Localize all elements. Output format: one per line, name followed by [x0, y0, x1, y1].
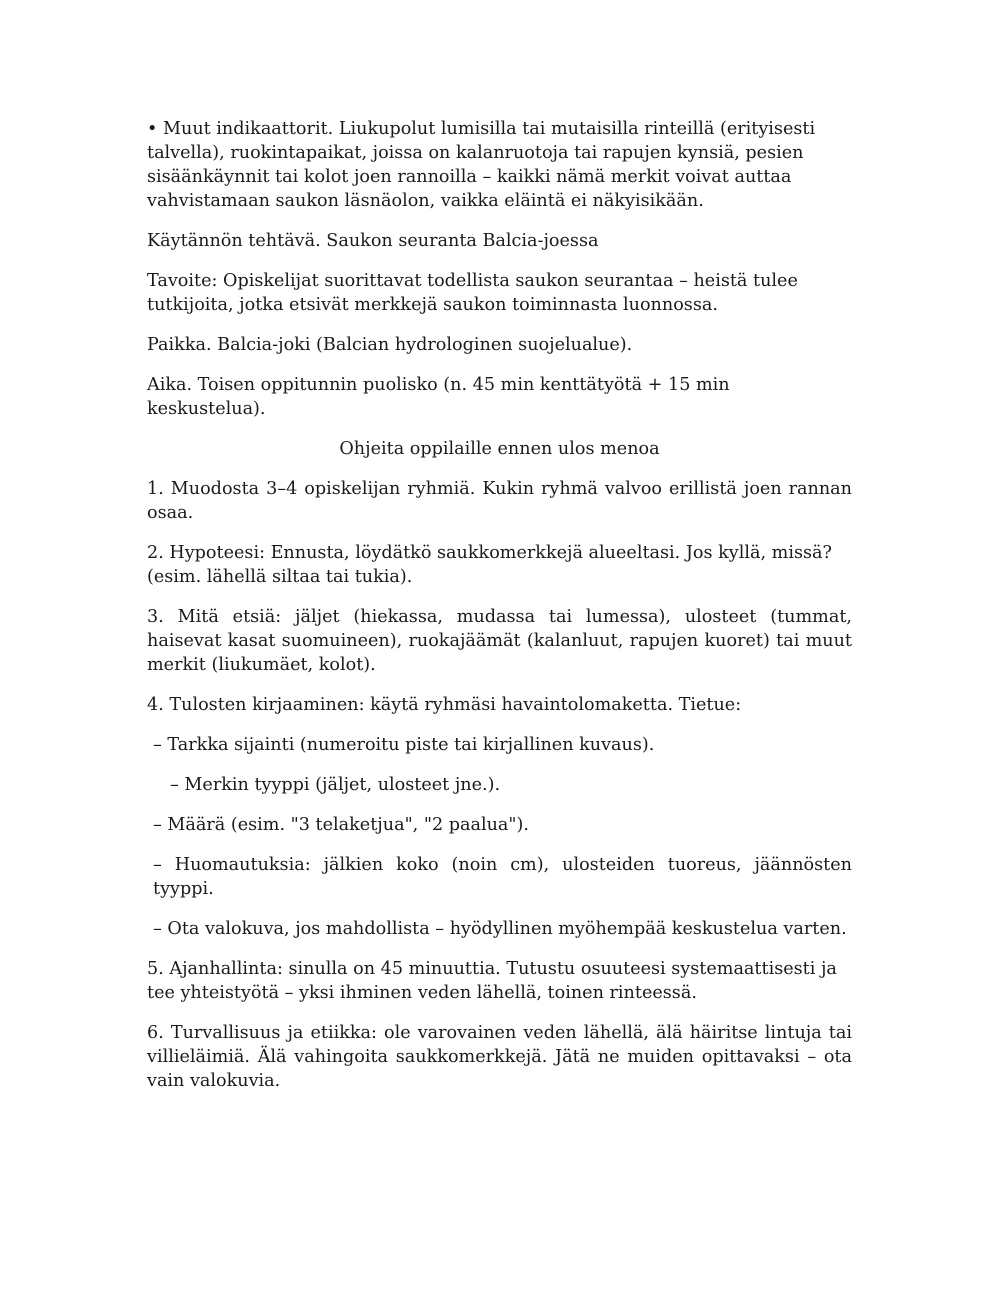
instruction-item-1: 1. Muodosta 3–4 opiskelijan ryhmiä. Kukin ryhmä valvoo erillistä joen rannan osaa. [147, 479, 852, 523]
instruction-item-4: 4. Tulosten kirjaaminen: käytä ryhmäsi havaintolomaketta. Tietue: [147, 695, 742, 715]
paragraph-place: Paikka. Balcia-joki (Balcian hydrologinen suojelualue). [147, 335, 633, 355]
record-subitem-sign-type: – Merkin tyyppi (jäljet, ulosteet jne.). [170, 775, 501, 795]
instruction-item-3: 3. Mitä etsiä: jäljet (hiekassa, mudassa tai lumessa), ulosteet (tummat, haisevat kasat suomuineen), ruokajäämät (kalanluut, rapujen kuoret) tai muut merkit (liukumäet, kolot). [147, 607, 852, 675]
paragraph-time: Aika. Toisen oppitunnin puolisko (n. 45 min kenttätyötä + 15 min keskustelua). [147, 375, 730, 419]
instruction-item-6: 6. Turvallisuus ja etiikka: ole varovainen veden lähellä, älä häiritse lintuja tai villieläimiä. Älä vahingoita saukkomerkkejä. Jätä ne muiden opittavaksi – ota vain valokuvia. [147, 1023, 852, 1091]
record-subitem-notes: – Huomautuksia: jälkien koko (noin cm), ulosteiden tuoreus, jäännösten tyyppi. [153, 855, 852, 899]
instruction-item-2: 2. Hypoteesi: Ennusta, löydätkö saukkomerkkejä alueeltasi. Jos kyllä, missä? (esim. lähellä siltaa tai tukia). [147, 543, 832, 587]
document-page [147, 117, 852, 1109]
record-subitem-location: – Tarkka sijainti (numeroitu piste tai kirjallinen kuvaus). [153, 735, 655, 755]
paragraph-goal: Tavoite: Opiskelijat suorittavat todellista saukon seurantaa – heistä tulee tutkijoita, jotka etsivät merkkejä saukon toiminnasta luonnossa. [147, 271, 798, 315]
record-subitem-photo: – Ota valokuva, jos mahdollista – hyödyllinen myöhempää keskustelua varten. [153, 919, 847, 939]
instructions-heading: Ohjeita oppilaille ennen ulos menoa [339, 439, 660, 459]
paragraph-other-indicators: • Muut indikaattorit. Liukupolut lumisilla tai mutaisilla rinteillä (erityisesti talvella), ruokintapaikat, joissa on kalanruotoja tai rapujen kynsiä, pesien sisäänkäynnit tai kolot joen rannoilla – kaikki nämä merkit voivat auttaa vahvistamaan saukon läsnäolon, vaikka eläintä ei näkyisikään. [147, 119, 816, 211]
instruction-item-5: 5. Ajanhallinta: sinulla on 45 minuuttia. Tutustu osuuteesi systemaattisesti ja tee yhteistyötä – yksi ihminen veden lähellä, toinen rinteessä. [147, 959, 837, 1003]
record-subitem-quantity: – Määrä (esim. "3 telaketjua", "2 paalua"). [153, 815, 529, 835]
section-heading-practical-task: Käytännön tehtävä. Saukon seuranta Balcia-joessa [147, 231, 599, 251]
